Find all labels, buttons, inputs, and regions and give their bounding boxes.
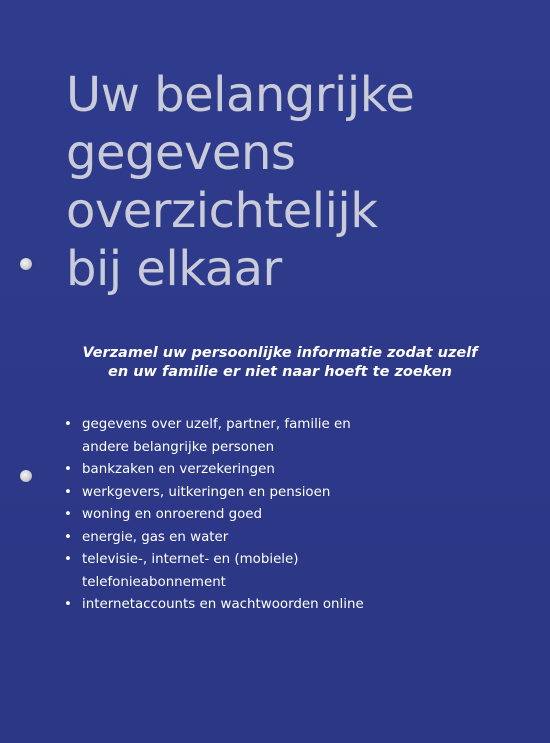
binder-hole-bottom (20, 470, 32, 482)
list-item (64, 504, 504, 527)
list-item (64, 459, 504, 482)
bullet-icon: • (64, 462, 72, 477)
bullet-icon: • (64, 507, 72, 522)
list-item (64, 482, 504, 505)
cover-subtitle (40, 344, 520, 382)
list-item (64, 594, 504, 617)
title-line: gegevens (66, 125, 296, 181)
bullet-icon: • (64, 597, 72, 612)
bullet-icon: • (64, 552, 72, 567)
title-line: overzichtelijk (66, 183, 378, 239)
list-item (64, 549, 504, 594)
list-item-text: bankzaken en verzekeringen (82, 462, 275, 477)
cover-title (66, 66, 414, 298)
list-item-text: gegevens over uzelf, partner, familie en (82, 417, 351, 432)
list-item-text: andere belangrijke personen (82, 439, 275, 455)
binder-hole-top (20, 258, 32, 270)
list-item-text: woning en onroerend goed (82, 507, 263, 522)
list-item-text: werkgevers, uitkeringen en pensioen (82, 484, 331, 500)
subtitle-line: Verzamel uw persoonlijke informatie zodat uzelf (82, 345, 478, 361)
list-item-text: telefonieabonnement (82, 574, 226, 590)
list-item (64, 527, 504, 550)
feature-list (64, 414, 504, 617)
subtitle-line: en uw familie er niet naar hoeft te zoeken (108, 364, 452, 380)
list-item-text: internetaccounts en wachtwoorden online (82, 597, 364, 612)
list-item (64, 414, 504, 459)
title-line: bij elkaar (66, 241, 282, 297)
bullet-icon: • (64, 529, 72, 545)
list-item-text: televisie-, internet- en (mobiele) (82, 552, 299, 567)
bullet-icon: • (64, 484, 72, 500)
bullet-icon: • (64, 417, 72, 432)
title-line: Uw belangrijke (66, 67, 415, 123)
list-item-text: energie, gas en water (82, 529, 229, 545)
